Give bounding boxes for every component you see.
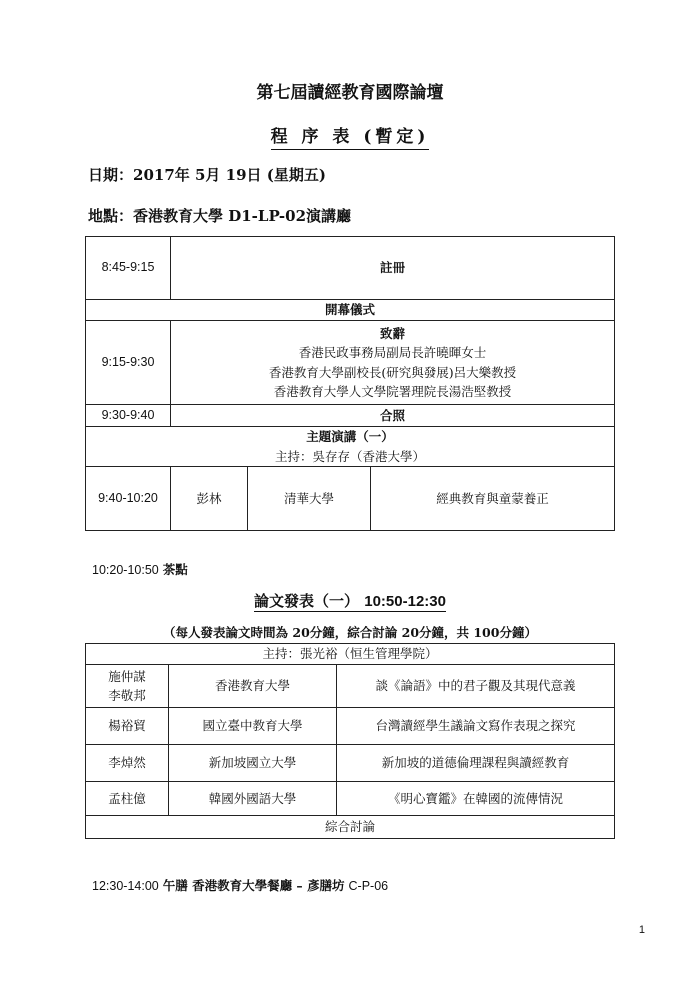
presenter-name: 施仲謀 <box>108 668 146 684</box>
keynote-heading: 主題演講（一） <box>306 429 394 445</box>
presenter-institution: 韓國外國語大學 <box>169 782 337 816</box>
speaker-line: 香港教育大學副校長(研究與發展)呂大樂教授 <box>268 364 517 380</box>
photo-label: 合照 <box>171 405 615 427</box>
photo-time: 9:30-9:40 <box>86 405 171 427</box>
speech-heading: 致辭 <box>379 325 405 341</box>
table-row <box>86 782 615 816</box>
document-title: 第七屆讀經教育國際論壇 <box>256 83 444 103</box>
tea-break-time: 10:20-10:50 <box>92 563 159 577</box>
presenter-institution: 香港教育大學 <box>169 665 337 708</box>
session2-title-label: 論文發表（一） <box>254 592 360 610</box>
presenter-name: 楊裕貿 <box>86 708 169 745</box>
session2-title <box>0 590 700 611</box>
date-label: 日期： <box>88 166 134 184</box>
keynote-topic: 經典教育與童蒙養正 <box>371 467 615 531</box>
discussion-label: 綜合討論 <box>86 816 615 839</box>
opening-heading: 開幕儀式 <box>86 300 615 321</box>
registration-row <box>86 237 615 300</box>
paper-topic: 台灣讀經學生議論文寫作表現之探究 <box>337 708 615 745</box>
session2-host-row <box>86 644 615 665</box>
date-value: 2017年 5月 19日 (星期五) <box>133 166 326 184</box>
session2-title-underlined <box>254 592 446 612</box>
date-line <box>88 164 326 185</box>
lunch-label: 午膳 香港教育大學餐廳 – 彥膳坊 <box>162 878 345 893</box>
lunch-room: C-P-06 <box>348 879 389 893</box>
venue-value: 香港教育大學 D1-LP-02演講廳 <box>133 207 352 225</box>
session2-host: 主持：張光裕（恒生管理學院） <box>86 644 615 665</box>
paper-topic: 新加坡的道德倫理課程與讀經教育 <box>337 745 615 782</box>
presenter-name: 孟柱億 <box>86 782 169 816</box>
keynote-heading-row <box>86 427 615 467</box>
tea-break-label: 茶點 <box>162 562 188 577</box>
registration-label: 註冊 <box>171 237 615 300</box>
schedule-table <box>85 236 615 531</box>
tea-break-line <box>92 560 188 578</box>
opening-speeches <box>171 321 615 405</box>
lunch-time: 12:30-14:00 <box>92 879 159 893</box>
lunch-line <box>92 876 388 894</box>
table-row <box>86 708 615 745</box>
opening-time: 9:15-9:30 <box>86 321 171 405</box>
paper-topic: 《明心寶鑑》在韓國的流傳情況 <box>337 782 615 816</box>
presenter-name: 李焯然 <box>86 745 169 782</box>
venue-line <box>88 205 351 226</box>
keynote-host: 主持：吳存存（香港大學） <box>274 448 425 464</box>
opening-row <box>86 321 615 405</box>
discussion-row <box>86 816 615 839</box>
presenter-names <box>86 665 169 708</box>
session2-title-time: 10:50-12:30 <box>364 593 446 610</box>
keynote-heading-cell <box>86 427 615 467</box>
table-row <box>86 745 615 782</box>
page-number: 1 <box>638 924 645 936</box>
session2-table <box>85 643 615 839</box>
venue-label: 地點： <box>88 207 134 225</box>
keynote-institution: 清華大學 <box>248 467 371 531</box>
registration-time: 8:45-9:15 <box>86 237 171 300</box>
keynote-time: 9:40-10:20 <box>86 467 171 531</box>
opening-heading-row <box>86 300 615 321</box>
speaker-line: 香港民政事務局副局長許曉暉女士 <box>298 345 487 361</box>
subtitle-text: 程 序 表 (暫定) <box>271 127 430 150</box>
presenter-institution: 國立臺中教育大學 <box>169 708 337 745</box>
photo-row <box>86 405 615 427</box>
paper-topic: 談《論語》中的君子觀及其現代意義 <box>337 665 615 708</box>
keynote-row <box>86 467 615 531</box>
document-subtitle <box>0 122 700 147</box>
session2-note: （每人發表論文時間為 20分鐘，綜合討論 20分鐘，共 100分鐘） <box>163 625 537 640</box>
presenter-institution: 新加坡國立大學 <box>169 745 337 782</box>
speaker-line: 香港教育大學人文學院署理院長湯浩堅教授 <box>273 383 512 399</box>
presenter-name: 李敬邦 <box>108 688 146 703</box>
keynote-speaker: 彭林 <box>171 467 248 531</box>
table-row <box>86 665 615 708</box>
